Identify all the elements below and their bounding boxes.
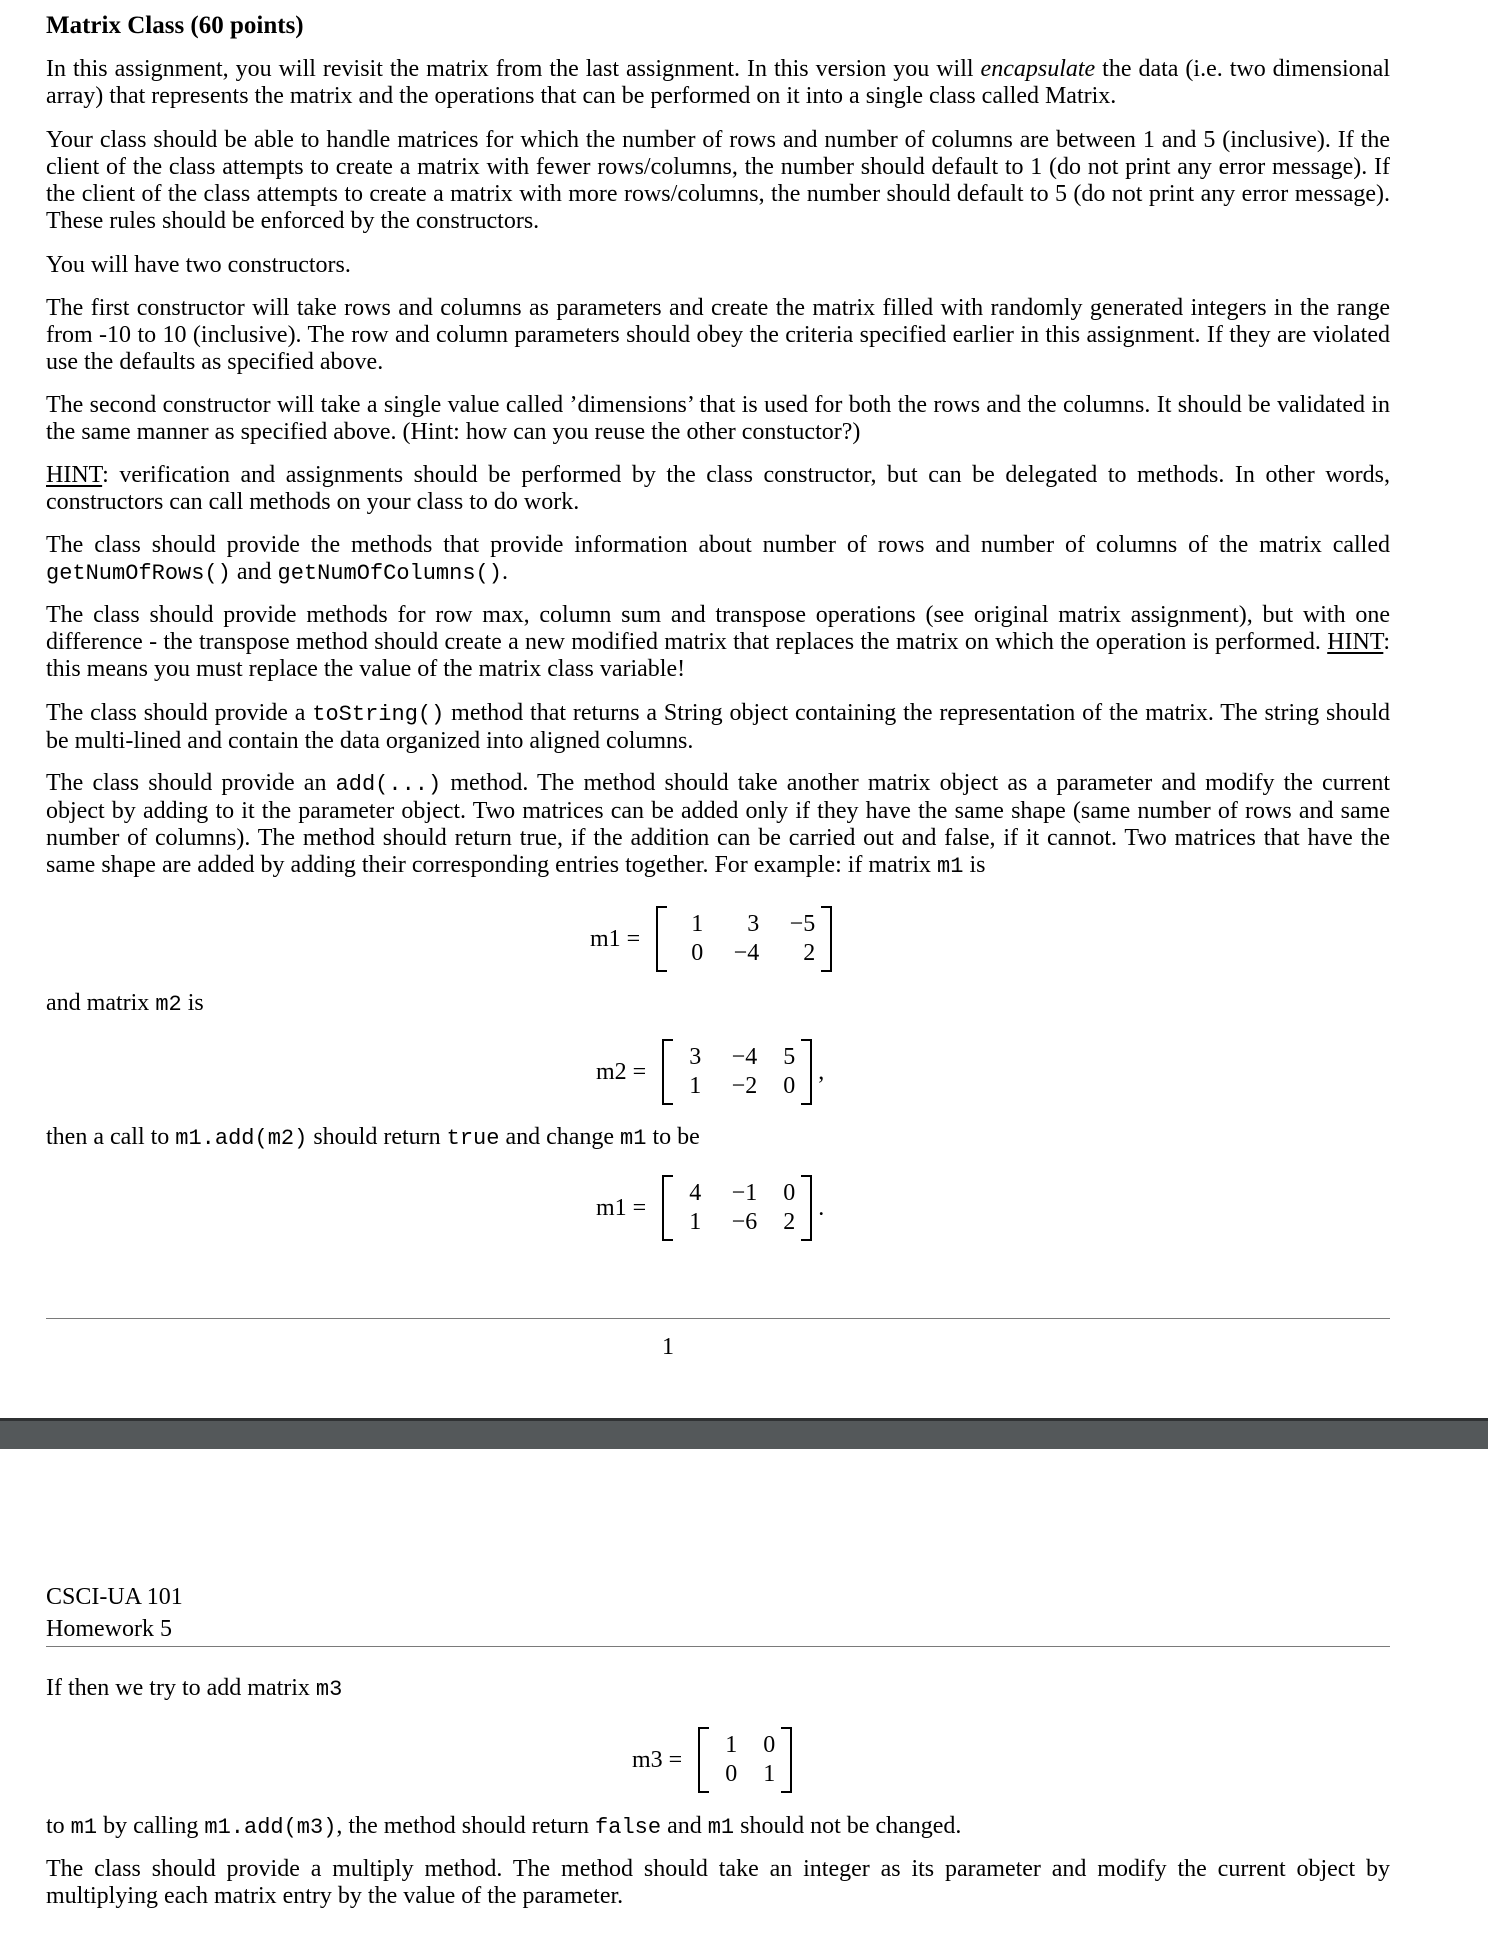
- hint-label: HINT: [1327, 629, 1384, 655]
- homework-title: Homework 5: [46, 1616, 172, 1642]
- paragraph-tostring: The class should provide a toString() method that returns a String object containing the representation of the matrix. The string should be multi-lined and contain the data organized into aligned columns.: [46, 700, 1391, 754]
- page-header: [46, 1581, 183, 1645]
- section-heading-block: [46, 12, 1390, 39]
- matrix-m1-result-grid: [673, 1180, 801, 1236]
- matrix-cell: 4: [689, 1180, 702, 1206]
- matrix-m1: m1 = 1 3 −5 0 −4 2: [590, 906, 838, 972]
- matrix-cell: 3: [689, 1044, 702, 1070]
- matrix-cell: −4: [733, 940, 760, 966]
- hint-label: HINT: [46, 462, 103, 488]
- course-code: CSCI-UA 101: [46, 1584, 183, 1610]
- matrix-cell: 2: [803, 940, 816, 966]
- paragraph-constructors: You will have two constructors.: [46, 252, 351, 278]
- matrix-cell: 5: [783, 1044, 796, 1070]
- paragraph-hint-constructors: HINT: verification and assignments should be performed by the class constructor, but can be delegated to methods. In other words, constructors can call methods on your class to do work.: [46, 462, 1390, 515]
- matrix-m1-result: m1 = 4 −1 0 1 −6 2 .: [596, 1175, 824, 1241]
- matrix-cell: −5: [789, 911, 816, 937]
- matrix-cell: −2: [731, 1073, 758, 1099]
- matrix-cell: 0: [763, 1732, 776, 1758]
- paragraph-first-constructor: The first constructor will take rows and columns as parameters and create the matrix filled with randomly generated integers in the range from -10 to 10 (inclusive). The row and column parameters should obey the criteria specified earlier in this assignment. If they are violated use the defaults as specified above.: [46, 295, 1390, 375]
- matrix-cell: −6: [731, 1209, 758, 1235]
- page-number: 1: [662, 1334, 674, 1360]
- paragraph-m2-intro: and matrix m2 is: [46, 990, 204, 1017]
- paragraph-add: The class should provide an add(...) method. The method should take another matrix object as a parameter and modify the current object by adding to it the parameter object. Two matrices can be added only if they have the same shape (same number of rows and same number of columns). The method should return true, if the addition can be carried out and false, if it cannot. Two matrices that have the same shape are added by adding their corresponding entries together. For example: if matrix m1 is: [46, 770, 1391, 879]
- paragraph-add-false: to m1 by calling m1.add(m3), the method should return false and m1 should not be changed.: [46, 1813, 962, 1840]
- paragraph-dimensions: Your class should be able to handle matrices for which the number of rows and number of columns are between 1 and 5 (inclusive). If the client of the class attempts to create a matrix with fewer rows/columns, the number should default to 1 (do not print any error message). If the client of the class attempts to create a matrix with more rows/columns, the number should default to 5 (do not print any error message). These rules should be enforced by the constructors.: [46, 127, 1390, 234]
- matrix-cell: 3: [747, 911, 760, 937]
- paragraph-add-result: then a call to m1.add(m2) should return true and change m1 to be: [46, 1124, 700, 1151]
- matrix-cell: 0: [783, 1073, 796, 1099]
- matrix-cell: 1: [763, 1761, 776, 1787]
- matrix-m2-grid: [673, 1044, 801, 1100]
- page-separator: [0, 1421, 1488, 1449]
- matrix-m3: m3 = 1 0 0 1: [632, 1727, 798, 1793]
- matrix-m1-grid: [667, 911, 821, 967]
- paragraph-intro: In this assignment, you will revisit the matrix from the last assignment. In this version you will encapsulate the data (i.e. two dimensional array) that represents the matrix and the operations that can be performed on it into a single class called Matrix.: [46, 56, 1391, 109]
- matrix-cell: −4: [731, 1044, 758, 1070]
- matrix-cell: 1: [689, 1209, 702, 1235]
- matrix-cell: 1: [691, 911, 704, 937]
- matrix-cell: 0: [691, 940, 704, 966]
- section-heading: Matrix Class (60 points): [46, 12, 304, 39]
- matrix-cell: 1: [725, 1732, 738, 1758]
- header-rule: [46, 1646, 1390, 1647]
- matrix-cell: 1: [689, 1073, 702, 1099]
- matrix-cell: 0: [725, 1761, 738, 1787]
- paragraph-m3-intro: If then we try to add matrix m3: [46, 1675, 343, 1702]
- footer-rule: [46, 1318, 1390, 1319]
- paragraph-second-constructor: The second constructor will take a single value called ’dimensions’ that is used for both the rows and the columns. It should be validated in the same manner as specified above. (Hint: how can you reuse the other constuctor?): [46, 392, 1390, 445]
- matrix-cell: −1: [731, 1180, 758, 1206]
- paragraph-getters: The class should provide the methods that provide information about number of rows and number of columns of the matrix called getNumOfRows() and getNumOfColumns().: [46, 532, 1390, 586]
- matrix-m2: m2 = 3 −4 5 1 −2 0 ,: [596, 1039, 824, 1105]
- matrix-cell: 2: [783, 1209, 796, 1235]
- paragraph-multiply: The class should provide a multiply method. The method should take an integer as its parameter and modify the current object by multiplying each matrix entry by the value of the parameter.: [46, 1856, 1390, 1909]
- paragraph-operations: The class should provide methods for row max, column sum and transpose operations (see original matrix assignment), but with one difference - the transpose method should create a new modified matrix that replaces the matrix on which the operation is performed. HINT: this means you must replace the value of the matrix class variable!: [46, 602, 1390, 682]
- matrix-m3-grid: [709, 1732, 781, 1788]
- matrix-cell: 0: [783, 1180, 796, 1206]
